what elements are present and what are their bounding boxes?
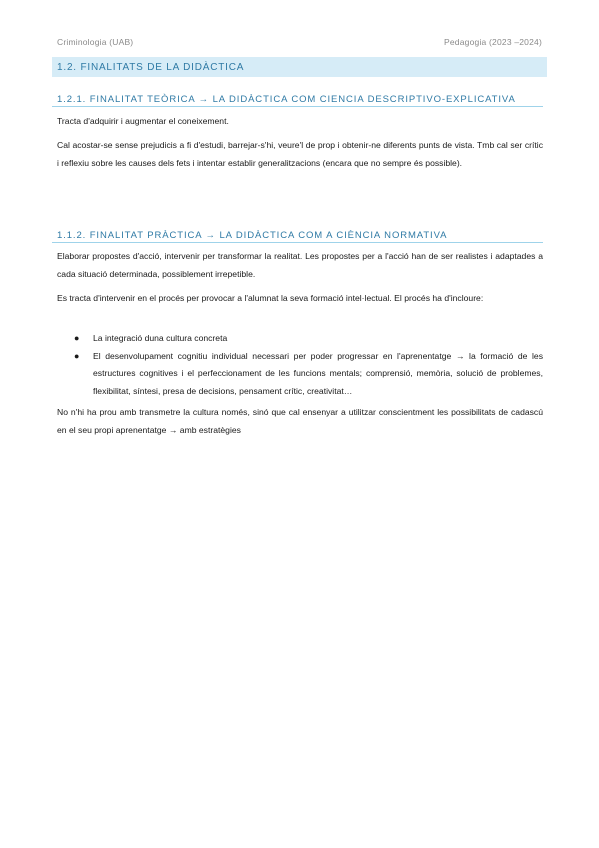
bullet-icon: ●: [74, 333, 80, 343]
list-item-text: El desenvolupament cognitiu individual necessari per poder progressar en l'aprenentatge → la formació de les estructures cognitives i el perfeccionament de les funcions mentals; comprensió, memòria, solució de problemes, flexibilitat, síntesi, presa de decisions, pensament crític, creativitat…: [93, 350, 543, 396]
section-title: 1.2. FINALITATS DE LA DIDÀCTICA: [57, 61, 245, 73]
bullet-list: [57, 330, 543, 400]
list-item-text: La integració duna cultura concreta: [93, 333, 228, 343]
bullet-icon: ●: [74, 350, 80, 361]
header-right: Pedagogia (2023 –2024): [444, 37, 542, 47]
page-header: [57, 37, 542, 47]
section-heading: [52, 57, 547, 77]
subsection-heading-theoretical: 1.2.1. FINALITAT TEÒRICA → LA DIDÀCTICA COM CIENCIA DESCRIPTIVO-EXPLICATIVA: [52, 94, 543, 107]
paragraph: Es tracta d'intervenir en el procés per provocar a l'alumnat la seva formació intel·lectual. El procés ha d'incloure:: [57, 293, 484, 303]
subsection-heading-practical: 1.1.2. FINALITAT PRÀCTICA → LA DIDÀCTICA COM A CIÈNCIA NORMATIVA: [52, 230, 543, 243]
paragraph: Tracta d'adquirir i augmentar el coneixement.: [57, 116, 229, 126]
list-item: [57, 348, 543, 401]
paragraph: Cal acostar-se sense prejudicis a fi d'estudi, barrejar-s'hi, veure'l de prop i obtenir-ne diferents punts de vista. Tmb cal ser crític i reflexiu sobre les causes dels fets i intentar establir generalitzacions (encara que no sempre és possible).: [57, 140, 543, 168]
paragraph: No n'hi ha prou amb transmetre la cultura només, sinó que cal ensenyar a utilitzar conscientment les possibilitats de cadascú en el seu propi aprenentatge → amb estratègies: [57, 407, 543, 435]
header-left: Criminologia (UAB): [57, 37, 134, 47]
list-item: [57, 330, 543, 348]
paragraph: Elaborar propostes d'acció, intervenir per transformar la realitat. Les propostes per a l'acció han de ser realistes i adaptades a cada situació determinada, possiblement irrepetible.: [57, 251, 543, 279]
